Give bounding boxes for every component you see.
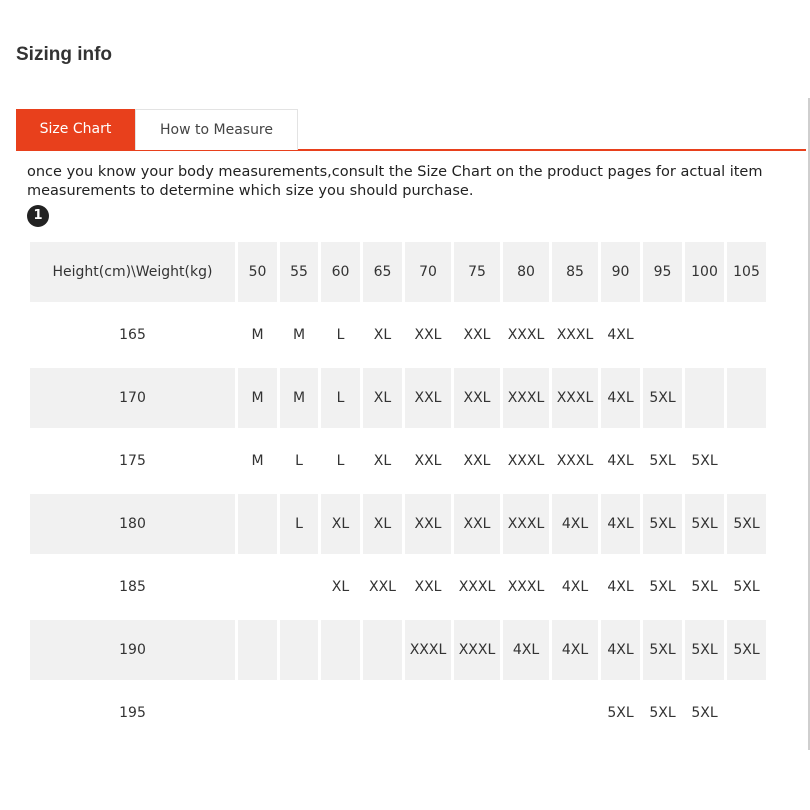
table-cell-size: 5XL <box>727 494 766 554</box>
table-cell-size <box>727 368 766 428</box>
table-cell-size: 5XL <box>643 494 682 554</box>
table-cell-size: M <box>238 431 277 491</box>
table-cell-size: 5XL <box>685 431 724 491</box>
table-cell-size <box>321 620 360 680</box>
table-cell-size: XXXL <box>503 431 549 491</box>
table-cell-size: XXL <box>405 494 451 554</box>
table-cell-size: XXL <box>363 557 402 617</box>
table-cell-size <box>727 431 766 491</box>
table-cell-size <box>280 620 318 680</box>
table-cell-size: XXL <box>405 557 451 617</box>
table-row <box>30 620 766 680</box>
table-cell-size: 4XL <box>552 557 598 617</box>
table-cell-size: XL <box>363 494 402 554</box>
tab-bar <box>16 109 806 151</box>
table-cell-size: 5XL <box>685 620 724 680</box>
table-cell-size: XXXL <box>503 305 549 365</box>
table-cell-size: M <box>238 368 277 428</box>
table-row-height: 180 <box>30 494 235 554</box>
table-cell-size: M <box>238 305 277 365</box>
table-cell-size: 4XL <box>552 620 598 680</box>
size-chart-table <box>27 239 769 746</box>
table-cell-size <box>727 305 766 365</box>
table-cell-size <box>363 683 402 743</box>
table-cell-size: 5XL <box>643 683 682 743</box>
tab-how-to-measure[interactable]: How to Measure <box>135 109 298 150</box>
table-cell-size: 5XL <box>643 620 682 680</box>
table-cell-size <box>685 368 724 428</box>
table-cell-size <box>363 620 402 680</box>
table-cell-size: 5XL <box>685 494 724 554</box>
table-header-weight: 95 <box>643 242 682 302</box>
table-cell-size: XXL <box>405 368 451 428</box>
table-header-row <box>30 242 766 302</box>
table-cell-size: 5XL <box>643 557 682 617</box>
table-cell-size: XL <box>363 431 402 491</box>
table-cell-size: XXL <box>405 431 451 491</box>
table-cell-size <box>685 305 724 365</box>
table-cell-size: XXXL <box>454 557 500 617</box>
tab-size-chart[interactable]: Size Chart <box>16 109 135 150</box>
table-cell-size: L <box>280 494 318 554</box>
table-header-weight: 50 <box>238 242 277 302</box>
table-header-weight: 60 <box>321 242 360 302</box>
table-row <box>30 368 766 428</box>
table-cell-size <box>280 557 318 617</box>
table-row <box>30 683 766 743</box>
table-cell-size <box>238 620 277 680</box>
table-cell-size: 4XL <box>601 305 640 365</box>
table-header-weight: 105 <box>727 242 766 302</box>
table-cell-size <box>238 557 277 617</box>
table-header-weight: 55 <box>280 242 318 302</box>
table-cell-size: 5XL <box>727 620 766 680</box>
table-cell-size <box>405 683 451 743</box>
table-row <box>30 431 766 491</box>
table-header-weight: 85 <box>552 242 598 302</box>
table-row <box>30 494 766 554</box>
table-cell-size: 4XL <box>601 431 640 491</box>
table-cell-size <box>552 683 598 743</box>
table-cell-size: XXXL <box>503 494 549 554</box>
table-row-height: 170 <box>30 368 235 428</box>
table-cell-size: 5XL <box>727 557 766 617</box>
table-header-weight: 70 <box>405 242 451 302</box>
table-cell-size: XXXL <box>454 620 500 680</box>
table-cell-size: XXXL <box>552 305 598 365</box>
table-cell-size: L <box>280 431 318 491</box>
table-row-height: 165 <box>30 305 235 365</box>
table-cell-size: 4XL <box>601 557 640 617</box>
table-cell-size <box>454 683 500 743</box>
table-cell-size: XXL <box>405 305 451 365</box>
table-row <box>30 305 766 365</box>
table-cell-size: 4XL <box>601 494 640 554</box>
table-cell-size: L <box>321 305 360 365</box>
table-header-weight: 65 <box>363 242 402 302</box>
table-cell-size: L <box>321 368 360 428</box>
table-header-weight: 90 <box>601 242 640 302</box>
table-cell-size: M <box>280 305 318 365</box>
table-cell-size: 5XL <box>685 683 724 743</box>
table-cell-size: XL <box>363 368 402 428</box>
table-cell-size: 5XL <box>643 368 682 428</box>
table-header-weight: 100 <box>685 242 724 302</box>
table-row-height: 185 <box>30 557 235 617</box>
table-header-weight: 75 <box>454 242 500 302</box>
table-cell-size <box>321 683 360 743</box>
table-row-height: 190 <box>30 620 235 680</box>
table-cell-size: XXL <box>454 368 500 428</box>
table-cell-size <box>280 683 318 743</box>
table-cell-size: XXXL <box>503 368 549 428</box>
table-cell-size: XXXL <box>405 620 451 680</box>
table-cell-size: 4XL <box>552 494 598 554</box>
table-cell-size <box>238 494 277 554</box>
table-cell-size: M <box>280 368 318 428</box>
table-cell-size: 4XL <box>601 368 640 428</box>
table-cell-size: XL <box>321 494 360 554</box>
size-chart-description: once you know your body measurements,consult the Size Chart on the product pages for actual item measurements to determine which size you should purchase. <box>27 164 763 199</box>
table-cell-size: XXXL <box>552 368 598 428</box>
page-title: Sizing info <box>16 44 113 65</box>
table-header-label: Height(cm)\Weight(kg) <box>30 242 235 302</box>
table-cell-size: 5XL <box>685 557 724 617</box>
table-cell-size: XXL <box>454 494 500 554</box>
table-cell-size: XXL <box>454 431 500 491</box>
table-cell-size: L <box>321 431 360 491</box>
table-cell-size: 5XL <box>643 431 682 491</box>
table-cell-size <box>727 683 766 743</box>
table-cell-size <box>643 305 682 365</box>
table-cell-size: XL <box>363 305 402 365</box>
table-cell-size: 4XL <box>503 620 549 680</box>
table-cell-size: XXXL <box>552 431 598 491</box>
table-cell-size: XL <box>321 557 360 617</box>
table-cell-size: XXXL <box>503 557 549 617</box>
step-number-badge: 1 <box>27 205 49 227</box>
table-cell-size <box>238 683 277 743</box>
table-row-height: 175 <box>30 431 235 491</box>
table-row <box>30 557 766 617</box>
table-row-height: 195 <box>30 683 235 743</box>
table-cell-size: 5XL <box>601 683 640 743</box>
table-cell-size: XXL <box>454 305 500 365</box>
table-cell-size: 4XL <box>601 620 640 680</box>
table-cell-size <box>503 683 549 743</box>
table-header-weight: 80 <box>503 242 549 302</box>
